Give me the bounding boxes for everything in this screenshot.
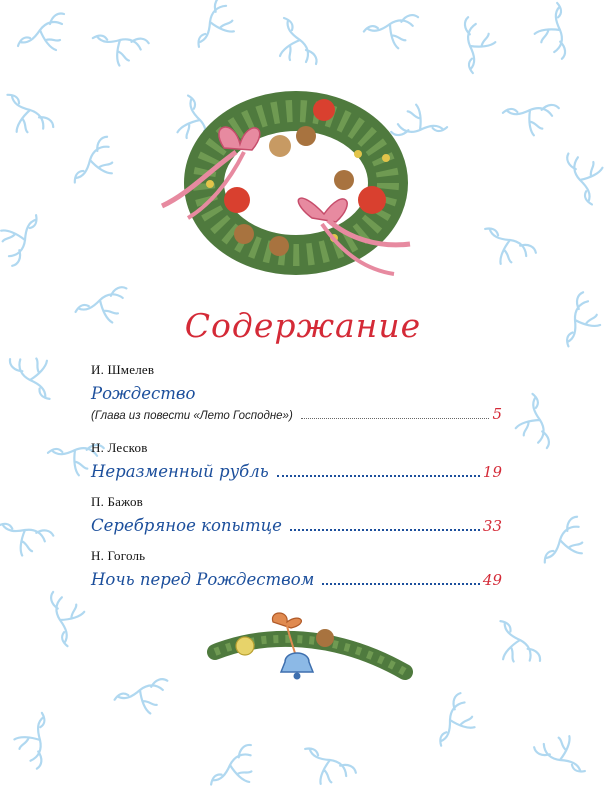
toc-line xyxy=(91,405,502,423)
author-name: Н. Гоголь xyxy=(91,548,146,563)
dot-leader xyxy=(277,475,480,477)
toc-line xyxy=(91,516,502,535)
author-name: И. Шмелев xyxy=(91,362,155,377)
toc-entry xyxy=(91,440,502,481)
page-number[interactable]: 19 xyxy=(482,463,502,481)
toc-entry xyxy=(91,362,502,423)
toc-line xyxy=(91,570,502,589)
toc-line xyxy=(91,384,502,403)
author-name: Н. Лесков xyxy=(91,440,148,455)
page-number[interactable]: 33 xyxy=(482,517,502,535)
page-number[interactable]: 49 xyxy=(482,571,502,589)
dot-leader xyxy=(301,418,490,419)
work-title[interactable]: Рождество xyxy=(91,384,196,403)
work-title[interactable]: Серебряное копытце xyxy=(91,516,282,535)
pine-garland-illustration xyxy=(205,612,415,694)
toc-entry xyxy=(91,548,502,589)
toc-line xyxy=(91,462,502,481)
dot-leader xyxy=(290,529,480,531)
christmas-wreath-illustration xyxy=(148,88,440,284)
work-title[interactable]: Неразменный рубль xyxy=(91,462,269,481)
work-subtitle: (Глава из повести «Лето Господне») xyxy=(91,410,293,422)
author-name: П. Бажов xyxy=(91,494,144,509)
dot-leader xyxy=(322,583,480,585)
toc-entry xyxy=(91,494,502,535)
work-title[interactable]: Ночь перед Рождеством xyxy=(91,570,315,589)
page-title: Содержание xyxy=(184,306,422,345)
page-number[interactable]: 5 xyxy=(492,405,502,423)
